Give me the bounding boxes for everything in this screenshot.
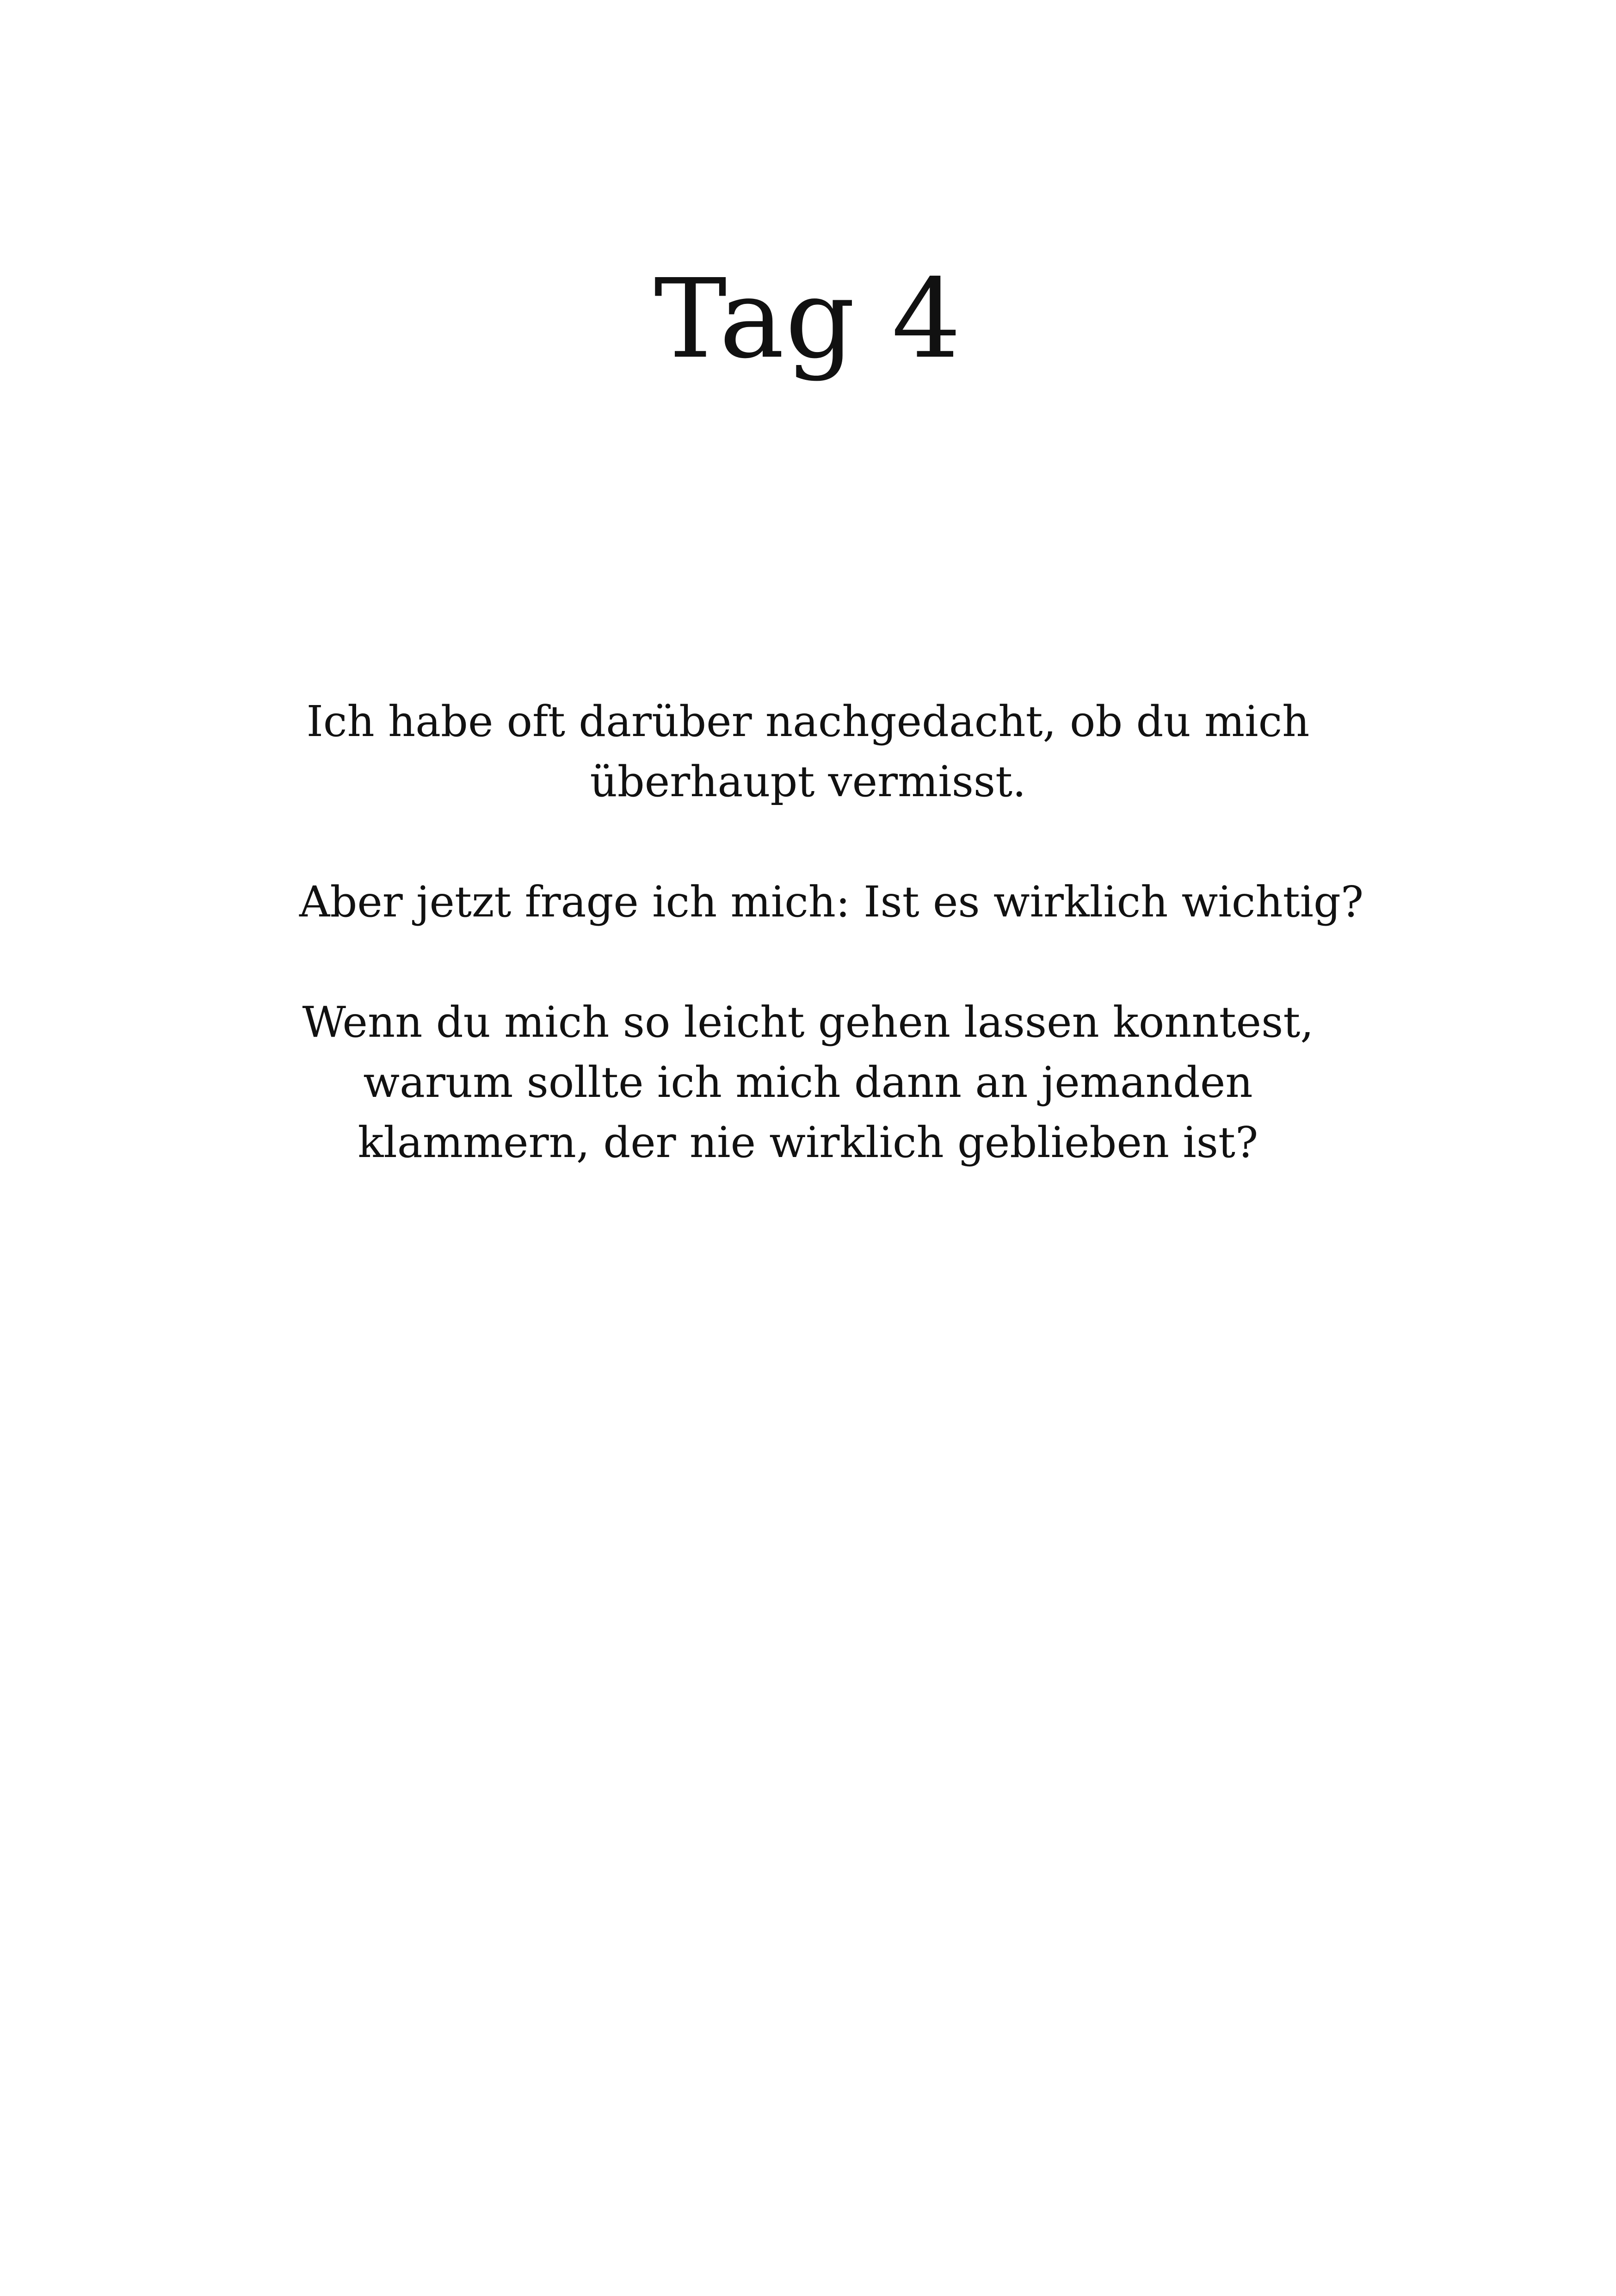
paragraph-1	[299, 692, 1317, 812]
paragraph-3	[299, 992, 1317, 1173]
page-title: Tag 4	[654, 255, 962, 383]
paragraph-line: warum sollte ich mich dann an jemanden	[363, 1058, 1253, 1107]
paragraph-line: überhaupt vermisst.	[590, 757, 1026, 806]
paragraph-2	[299, 872, 1364, 932]
paragraph-line: klammern, der nie wirklich geblieben ist?	[358, 1118, 1258, 1167]
paragraph-line: Aber jetzt frage ich mich: Ist es wirklich wichtig?	[299, 877, 1364, 927]
paragraph-line: Wenn du mich so leicht gehen lassen konntest,	[302, 997, 1314, 1047]
paragraph-line: Ich habe oft darüber nachgedacht, ob du mich	[306, 697, 1310, 746]
